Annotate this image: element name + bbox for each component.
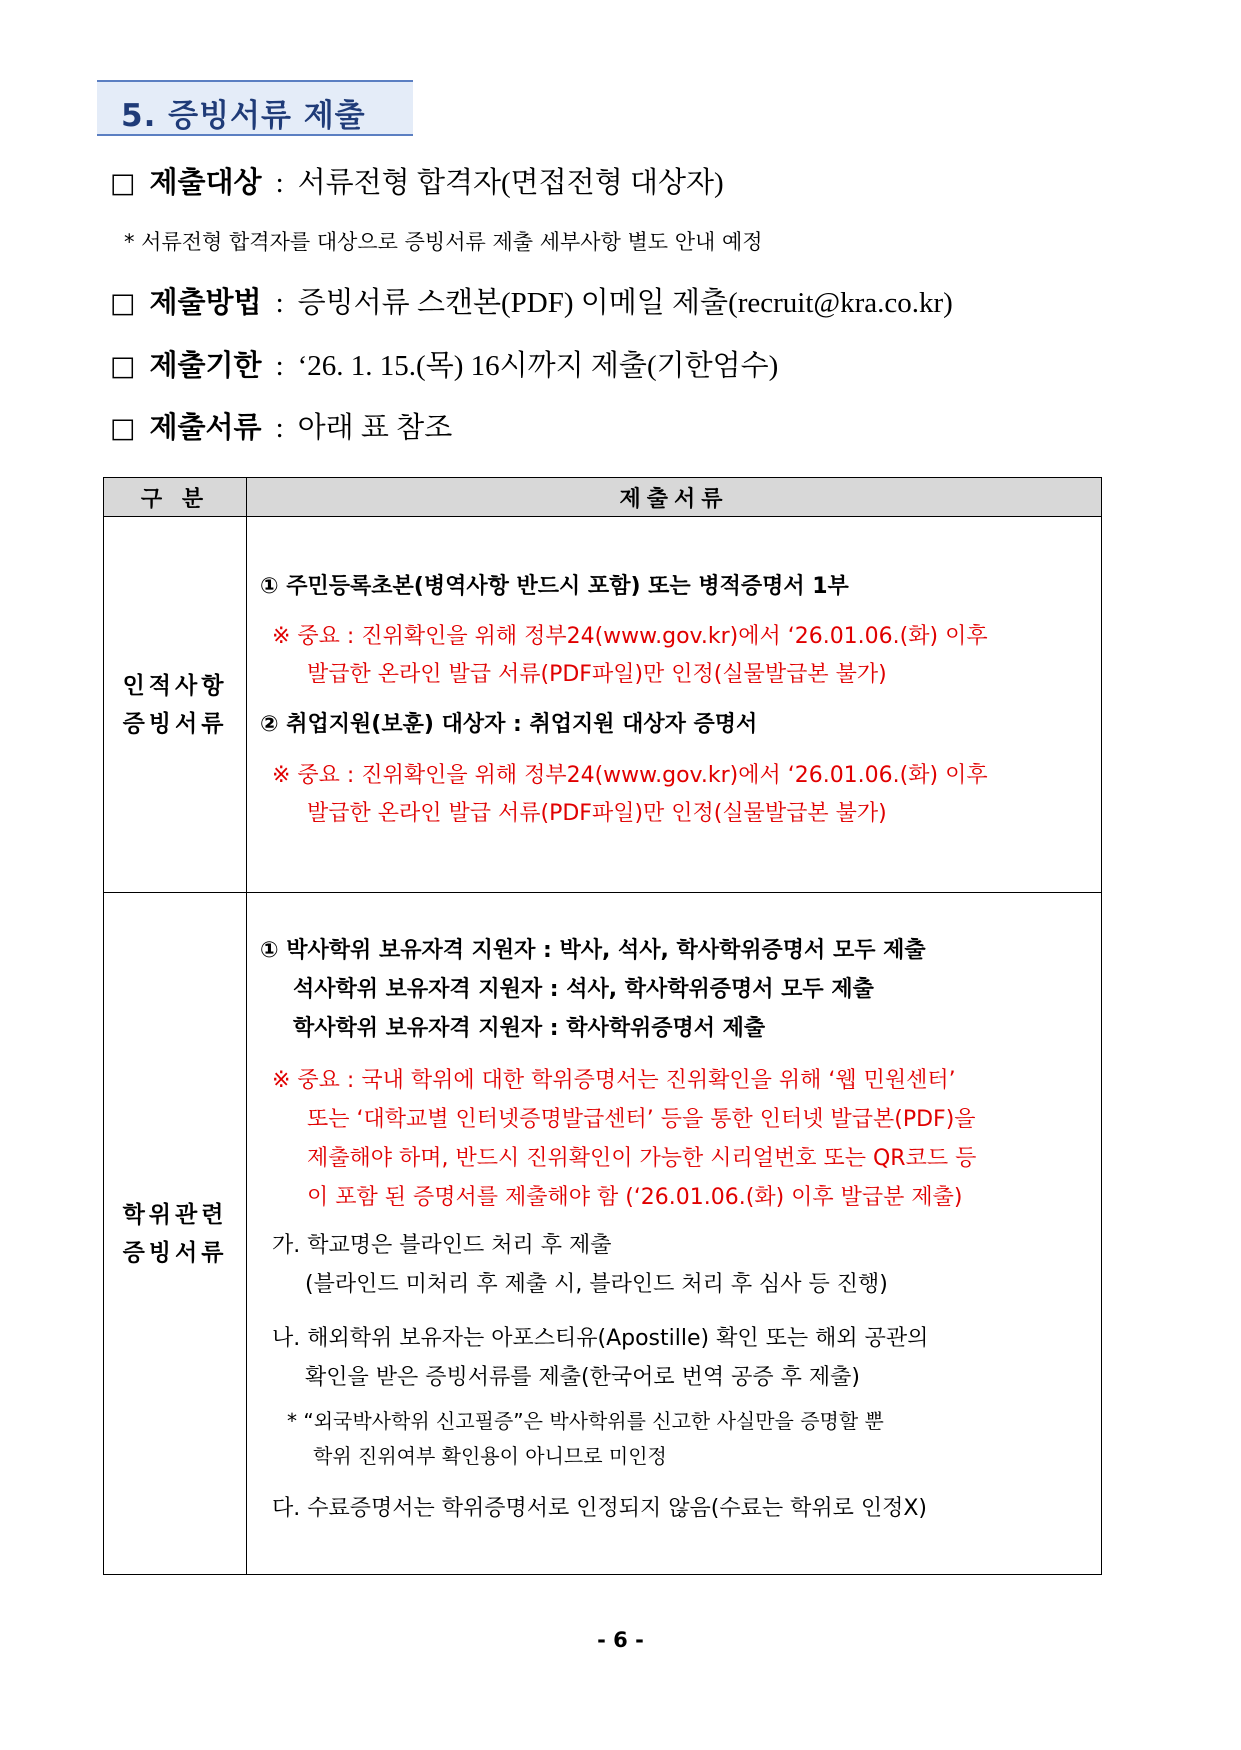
checkbox-square-icon: □ xyxy=(110,168,136,199)
page-number: - 6 - xyxy=(597,1628,644,1652)
documents-table xyxy=(103,477,1102,1575)
category-personal xyxy=(104,517,247,893)
category-line: 인적사항 xyxy=(122,672,228,699)
item-label: 제출방법 xyxy=(149,285,262,319)
rule-line: 가. 학교명은 블라인드 처리 후 제출 xyxy=(272,1233,612,1258)
item-method xyxy=(110,280,953,321)
item-colon: : xyxy=(275,287,284,319)
item-label: 제출대상 xyxy=(149,165,262,199)
item-value: 서류전형 합격자(면접전형 대상자) xyxy=(297,167,724,199)
important-note: 발급한 온라인 발급 서류(PDF파일)만 인정(실물발급본 불가) xyxy=(307,662,887,687)
item-label: 제출기한 xyxy=(149,348,262,382)
item-value: 아래 표 참조 xyxy=(297,412,453,444)
documents-cell-degree xyxy=(247,893,1102,1575)
rule-line: (블라인드 미처리 후 제출 시, 블라인드 처리 후 심사 등 진행) xyxy=(305,1272,888,1297)
checkbox-square-icon: □ xyxy=(110,413,136,444)
item-colon: : xyxy=(275,167,284,199)
doc-line: ② 취업지원(보훈) 대상자 : 취업지원 대상자 증명서 xyxy=(260,712,758,737)
doc-line: ① 박사학위 보유자격 지원자 : 박사, 석사, 학사학위증명서 모두 제출 xyxy=(260,938,926,963)
section-title xyxy=(97,80,413,136)
note-target: * 서류전형 합격자를 대상으로 증빙서류 제출 세부사항 별도 안내 예정 xyxy=(124,230,763,254)
doc-line: ① 주민등록초본(병역사항 반드시 포함) 또는 병적증명서 1부 xyxy=(260,574,849,599)
item-value: 증빙서류 스캔본(PDF) 이메일 제출(recruit@kra.co.kr) xyxy=(297,287,953,319)
table-header-row xyxy=(104,478,1102,517)
header-documents: 제출서류 xyxy=(247,478,1102,517)
important-note: 제출해야 하며, 반드시 진위확인이 가능한 시리얼번호 또는 QR코드 등 xyxy=(307,1146,977,1171)
item-documents xyxy=(110,405,452,446)
item-value: ‘26. 1. 15.(목) 16시까지 제출(기한엄수) xyxy=(297,350,779,382)
doc-line: 학사학위 보유자격 지원자 : 학사학위증명서 제출 xyxy=(293,1016,766,1041)
important-note: ※ 중요 : 진위확인을 위해 정부24(www.gov.kr)에서 ‘26.01.06.(화) 이후 xyxy=(272,763,988,788)
rule-line: 다. 수료증명서는 학위증명서로 인정되지 않음(수료는 학위로 인정X) xyxy=(272,1496,927,1521)
item-label: 제출서류 xyxy=(149,410,262,444)
sub-note: 학위 진위여부 확인용이 아니므로 미인정 xyxy=(313,1444,667,1468)
rule-line: 확인을 받은 증빙서류를 제출(한국어로 번역 공증 후 제출) xyxy=(305,1365,860,1390)
table-row xyxy=(104,517,1102,893)
section-title-text: 5. 증빙서류 제출 xyxy=(121,98,366,134)
item-colon: : xyxy=(275,350,284,382)
item-target xyxy=(110,160,724,201)
item-deadline xyxy=(110,343,778,384)
sub-note: * “외국박사학위 신고필증”은 박사학위를 신고한 사실만을 증명할 뿐 xyxy=(287,1409,884,1433)
doc-line: 석사학위 보유자격 지원자 : 석사, 학사학위증명서 모두 제출 xyxy=(293,977,874,1002)
important-note: 또는 ‘대학교별 인터넷증명발급센터’ 등을 통한 인터넷 발급본(PDF)을 xyxy=(307,1107,976,1132)
important-note: ※ 중요 : 국내 학위에 대한 학위증명서는 진위확인을 위해 ‘웹 민원센터’ xyxy=(272,1068,956,1093)
header-category: 구 분 xyxy=(104,478,247,517)
checkbox-square-icon: □ xyxy=(110,351,136,382)
category-line: 증빙서류 xyxy=(122,710,228,737)
documents-cell-personal xyxy=(247,517,1102,893)
item-colon: : xyxy=(275,412,284,444)
important-note: 발급한 온라인 발급 서류(PDF파일)만 인정(실물발급본 불가) xyxy=(307,801,887,826)
rule-line: 나. 해외학위 보유자는 아포스티유(Apostille) 확인 또는 해외 공관의 xyxy=(272,1326,929,1351)
important-note: 이 포함 된 증명서를 제출해야 함 (‘26.01.06.(화) 이후 발급분 제출) xyxy=(307,1185,963,1210)
category-line: 증빙서류 xyxy=(122,1239,228,1266)
table-row xyxy=(104,893,1102,1575)
checkbox-square-icon: □ xyxy=(110,288,136,319)
category-degree xyxy=(104,893,247,1575)
category-line: 학위관련 xyxy=(122,1201,228,1228)
important-note: ※ 중요 : 진위확인을 위해 정부24(www.gov.kr)에서 ‘26.01.06.(화) 이후 xyxy=(272,624,988,649)
